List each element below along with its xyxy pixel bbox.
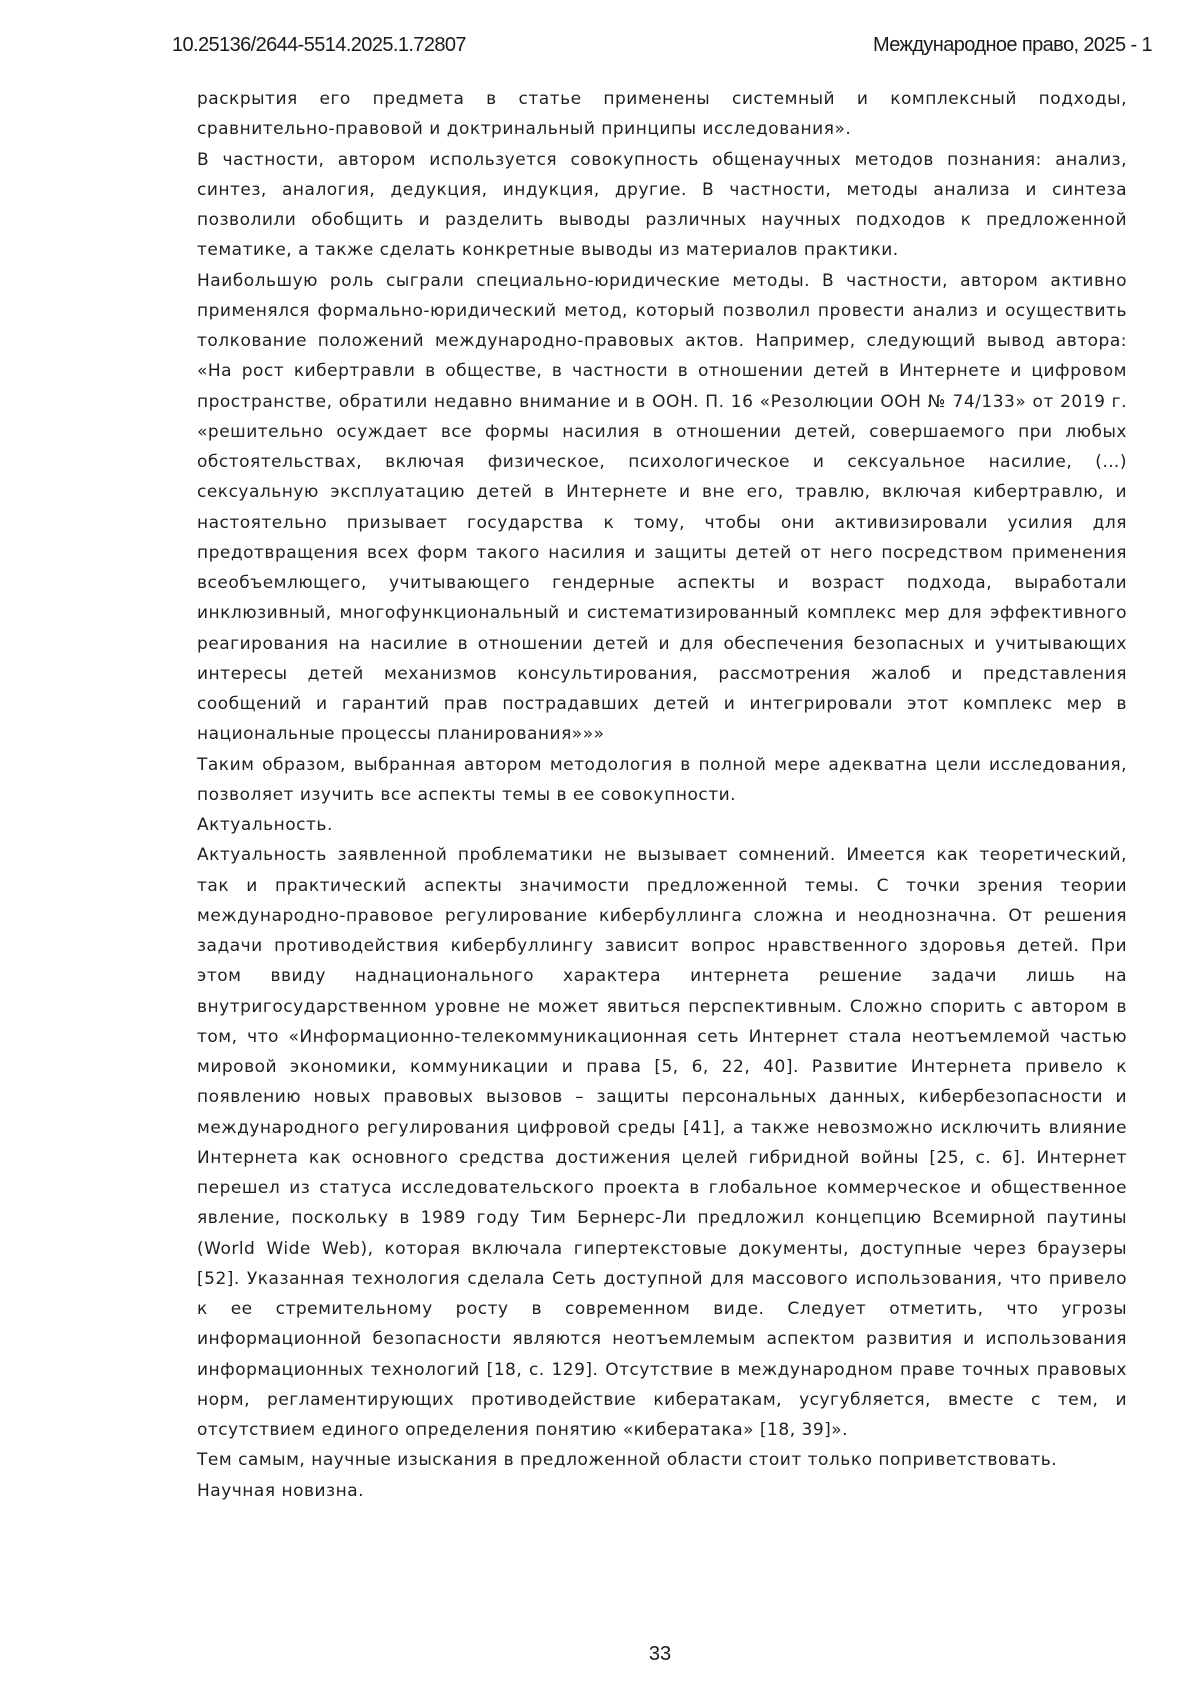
section-heading: Научная новизна. xyxy=(197,1480,365,1501)
header-doi: 10.25136/2644-5514.2025.1.72807 xyxy=(172,34,466,56)
paragraph: Тем самым, научные изыскания в предложенной области стоит только поприветствовать. xyxy=(197,1450,1058,1471)
body-text xyxy=(197,84,1127,1506)
header-journal-title: Международное право, 2025 - 1 xyxy=(872,34,1152,56)
paragraph: Таким образом, выбранная автором методология в полной мере адекватна цели исследования, позволяет изучить все аспекты темы в ее совокупности. xyxy=(197,754,1127,805)
paragraph: Актуальность заявленной проблематики не вызывает сомнений. Имеется как теоретический, так и практический аспекты значимости предложенной темы. С точки зрения теории международно-правовое регулирование кибербуллинга сложна и неоднозначна. От решения задачи противодействия кибербуллингу зависит вопрос нравственного здоровья детей. При этом ввиду наднационального характера интернета решение задачи лишь на внутригосударственном уровне не может явиться перспективным. Сложно спорить с автором в том, что «Информационно-телекоммуникационная сеть Интернет стала неотъемлемой частью мировой экономики, коммуникации и права [5, 6, 22, 40]. Развитие Интернета привело к появлению новых правовых вызовов – защиты персональных данных, кибербезопасности и международного регулирования цифровой среды [41], а также невозможно исключить влияние Интернета как основного средства достижения целей гибридной войны [25, с. 6]. Интернет перешел из статуса исследовательского проекта в глобальное коммерческое и общественное явление, поскольку в 1989 году Тим Бернерс-Ли предложил концепцию Всемирной паутины (World Wide Web), которая включала гипертекстовые документы, доступные через браузеры [52]. Указанная технология сделала Сеть доступной для массового использования, что привело к ее стремительному росту в современном виде. Следует отметить, что угрозы информационной безопасности являются неотъемлемым аспектом развития и использования информационных технологий [18, с. 129]. Отсутствие в международном праве точных правовых норм, регламентирующих противодействие кибератакам, усугубляется, вместе с тем, и отсутствием единого определения понятию «кибератака» [18, 39]». xyxy=(197,845,1127,1440)
section-heading: Актуальность. xyxy=(197,815,333,835)
page-number: 33 xyxy=(648,1643,672,1665)
paragraph: В частности, автором используется совокупность общенаучных методов познания: анализ, синтез, аналогия, дедукция, индукция, другие. В частности, методы анализа и синтеза позволили обобщить и разделить выводы различных научных подходов к предложенной тематике, а также сделать конкретные выводы из материалов практики. xyxy=(197,149,1127,261)
paragraph: раскрытия его предмета в статье применены системный и комплексный подходы, сравнительно-правовой и доктринальный принципы исследования». xyxy=(197,89,1127,140)
paragraph: Наибольшую роль сыграли специально-юридические методы. В частности, автором активно применялся формально-юридический метод, который позволил провести анализ и осуществить толкование положений международно-правовых актов. Например, следующий вывод автора: «На рост кибертравли в обществе, в частности в отношении детей в Интернете и цифровом пространстве, обратили недавно внимание и в ООН. П. 16 «Резолюции ООН № 74/133» от 2019 г. «решительно осуждает все формы насилия в отношении детей, совершаемого при любых обстоятельствах, включая физическое, психологическое и сексуальное насилие, (…) сексуальную эксплуатацию детей в Интернете и вне его, травлю, включая кибертравлю, и настоятельно призывает государства к тому, чтобы они активизировали усилия для предотвращения всех форм такого насилия и защиты детей от него посредством применения всеобъемлющего, учитывающего гендерные аспекты и возраст подхода, выработали инклюзивный, многофункциональный и систематизированный комплекс мер для эффективного реагирования на насилие в отношении детей и для обеспечения безопасных и учитывающих интересы детей механизмов консультирования, рассмотрения жалоб и представления сообщений и гарантий прав пострадавших детей и интегрировали этот комплекс мер в национальные процессы планирования»»» xyxy=(197,270,1127,745)
